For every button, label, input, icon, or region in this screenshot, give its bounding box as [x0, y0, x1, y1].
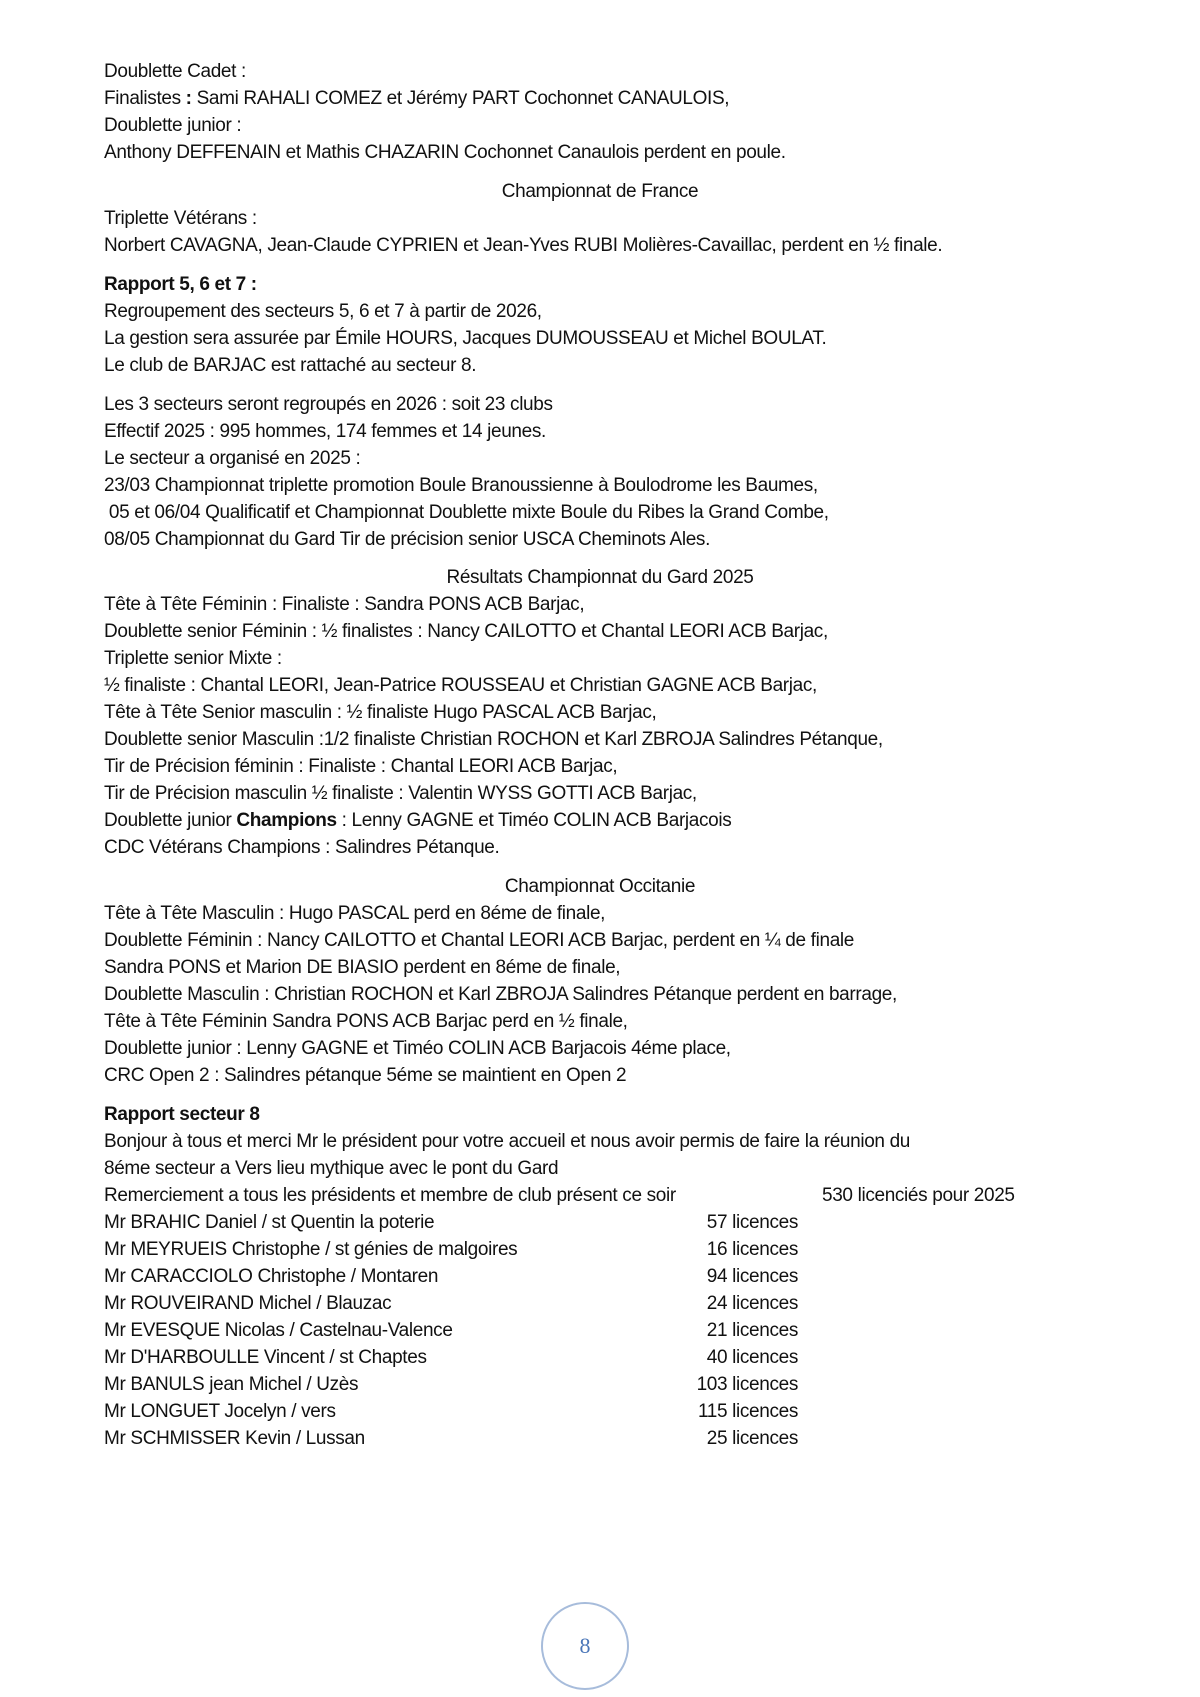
club-licences: 57 licences [706, 1212, 798, 1233]
resultat-line: Tête à Tête Féminin : Finaliste : Sandra PONS ACB Barjac, [104, 594, 585, 615]
finalistes-label: Finalistes [104, 88, 181, 109]
club-name: Mr EVESQUE Nicolas / Castelnau-Valence [104, 1320, 453, 1341]
occitanie-line: CRC Open 2 : Salindres pétanque 5éme se maintient en Open 2 [104, 1065, 627, 1086]
triplette-veterans-text: Norbert CAVAGNA, Jean-Claude CYPRIEN et Jean-Yves RUBI Molières-Cavaillac, perdent en ½ finale. [104, 235, 943, 256]
club-licences: 94 licences [706, 1266, 798, 1287]
club-name: Mr LONGUET Jocelyn / vers [104, 1401, 336, 1422]
rapport-567-line: Regroupement des secteurs 5, 6 et 7 à partir de 2026, [104, 301, 542, 322]
club-licences: 115 licences [697, 1401, 798, 1422]
secteur8-thanks-row [0, 1184, 1200, 1208]
finalistes-colon: : [180, 88, 192, 109]
club-name: Mr CARACCIOLO Christophe / Montaren [104, 1266, 439, 1287]
doublette-cadet-label: Doublette Cadet : [104, 61, 246, 82]
rapport-567-line: Effectif 2025 : 995 hommes, 174 femmes et 14 jeunes. [104, 421, 546, 442]
resultat-line: Tir de Précision féminin : Finaliste : Chantal LEORI ACB Barjac, [104, 756, 618, 777]
rapport-567-event: 23/03 Championnat triplette promotion Boule Branoussienne à Boulodrome les Baumes, [104, 475, 818, 496]
club-name: Mr BRAHIC Daniel / st Quentin la poterie [104, 1212, 435, 1233]
rapport-567-line: Les 3 secteurs seront regroupés en 2026 : soit 23 clubs [104, 394, 553, 415]
club-name: Mr BANULS jean Michel / Uzès [104, 1374, 359, 1395]
club-row [0, 1292, 1200, 1316]
club-name: Mr D'HARBOULLE Vincent / st Chaptes [104, 1347, 427, 1368]
club-licences: 40 licences [706, 1347, 798, 1368]
rapport-567-heading: Rapport 5, 6 et 7 : [104, 274, 257, 295]
club-row [0, 1400, 1200, 1424]
triplette-veterans-label: Triplette Vétérans : [104, 208, 257, 229]
finalistes-line [104, 87, 729, 111]
resultat-line: Doublette senior Masculin :1/2 finaliste Christian ROCHON et Karl ZBROJA Salindres Pétanque, [104, 729, 883, 750]
resultat-line: Triplette senior Mixte : [104, 648, 282, 669]
occitanie-line: Doublette Masculin : Christian ROCHON et Karl ZBROJA Salindres Pétanque perdent en barrage, [104, 984, 897, 1005]
page-number-badge [541, 1602, 629, 1690]
rapport-567-line: La gestion sera assurée par Émile HOURS, Jacques DUMOUSSEAU et Michel BOULAT. [104, 328, 827, 349]
occitanie-heading: Championnat Occitanie [504, 876, 696, 897]
resultat-line: Tête à Tête Senior masculin : ½ finaliste Hugo PASCAL ACB Barjac, [104, 702, 657, 723]
club-name: Mr ROUVEIRAND Michel / Blauzac [104, 1293, 392, 1314]
club-row [0, 1238, 1200, 1262]
finalistes-text: Sami RAHALI COMEZ et Jérémy PART Cochonnet CANAULOIS, [191, 88, 730, 109]
club-licences: 25 licences [706, 1428, 798, 1449]
junior-prefix: Doublette junior [104, 810, 237, 831]
occitanie-line: Doublette Féminin : Nancy CAILOTTO et Chantal LEORI ACB Barjac, perdent en ¼ de finale [104, 930, 854, 951]
secteur8-total: 530 licenciés pour 2025 [822, 1185, 1015, 1206]
club-licences: 21 licences [706, 1320, 798, 1341]
doublette-junior-text: Anthony DEFFENAIN et Mathis CHAZARIN Cochonnet Canaulois perdent en poule. [104, 142, 786, 163]
club-licences: 103 licences [696, 1374, 798, 1395]
junior-suffix: : Lenny GAGNE et Timéo COLIN ACB Barjacois [336, 810, 732, 831]
club-name: Mr SCHMISSER Kevin / Lussan [104, 1428, 365, 1449]
occitanie-line: Tête à Tête Féminin Sandra PONS ACB Barjac perd en ½ finale, [104, 1011, 628, 1032]
resultat-line: ½ finaliste : Chantal LEORI, Jean-Patrice ROUSSEAU et Christian GAGNE ACB Barjac, [104, 675, 817, 696]
club-row [0, 1319, 1200, 1343]
club-row [0, 1265, 1200, 1289]
rapport-567-line: Le club de BARJAC est rattaché au secteur 8. [104, 355, 477, 376]
occitanie-line: Sandra PONS et Marion DE BIASIO perdent en 8éme de finale, [104, 957, 621, 978]
page-number: 8 [579, 1633, 591, 1658]
championnat-france-heading: Championnat de France [501, 181, 699, 202]
secteur8-heading: Rapport secteur 8 [104, 1104, 260, 1125]
doublette-junior-label: Doublette junior : [104, 115, 242, 136]
occitanie-line: Doublette junior : Lenny GAGNE et Timéo COLIN ACB Barjacois 4éme place, [104, 1038, 731, 1059]
champions-bold: Champions [236, 810, 337, 831]
rapport-567-event: 05 et 06/04 Qualificatif et Championnat Doublette mixte Boule du Ribes la Grand Combe, [104, 502, 829, 523]
club-row [0, 1346, 1200, 1370]
resultat-line: Doublette senior Féminin : ½ finalistes : Nancy CAILOTTO et Chantal LEORI ACB Barjac, [104, 621, 828, 642]
club-licences: 24 licences [706, 1293, 798, 1314]
club-row [0, 1211, 1200, 1235]
club-licences: 16 licences [706, 1239, 798, 1260]
resultats-gard-heading: Résultats Championnat du Gard 2025 [446, 567, 754, 588]
rapport-567-event: 08/05 Championnat du Gard Tir de précision senior USCA Cheminots Ales. [104, 529, 710, 550]
rapport-567-line: Le secteur a organisé en 2025 : [104, 448, 361, 469]
secteur8-intro: Bonjour à tous et merci Mr le président pour votre accueil et nous avoir permis de faire la réunion du [104, 1131, 911, 1152]
secteur8-intro: 8éme secteur a Vers lieu mythique avec le pont du Gard [104, 1158, 559, 1179]
resultat-line: Tir de Précision masculin ½ finaliste : Valentin WYSS GOTTI ACB Barjac, [104, 783, 697, 804]
club-name: Mr MEYRUEIS Christophe / st génies de malgoires [104, 1239, 518, 1260]
occitanie-line: Tête à Tête Masculin : Hugo PASCAL perd en 8éme de finale, [104, 903, 606, 924]
secteur8-thanks: Remerciement a tous les présidents et membre de club présent ce soir [104, 1185, 676, 1206]
resultat-cdc: CDC Vétérans Champions : Salindres Pétanque. [104, 837, 500, 858]
club-row [0, 1373, 1200, 1397]
club-row [0, 1427, 1200, 1451]
resultat-junior-champions [104, 809, 731, 833]
